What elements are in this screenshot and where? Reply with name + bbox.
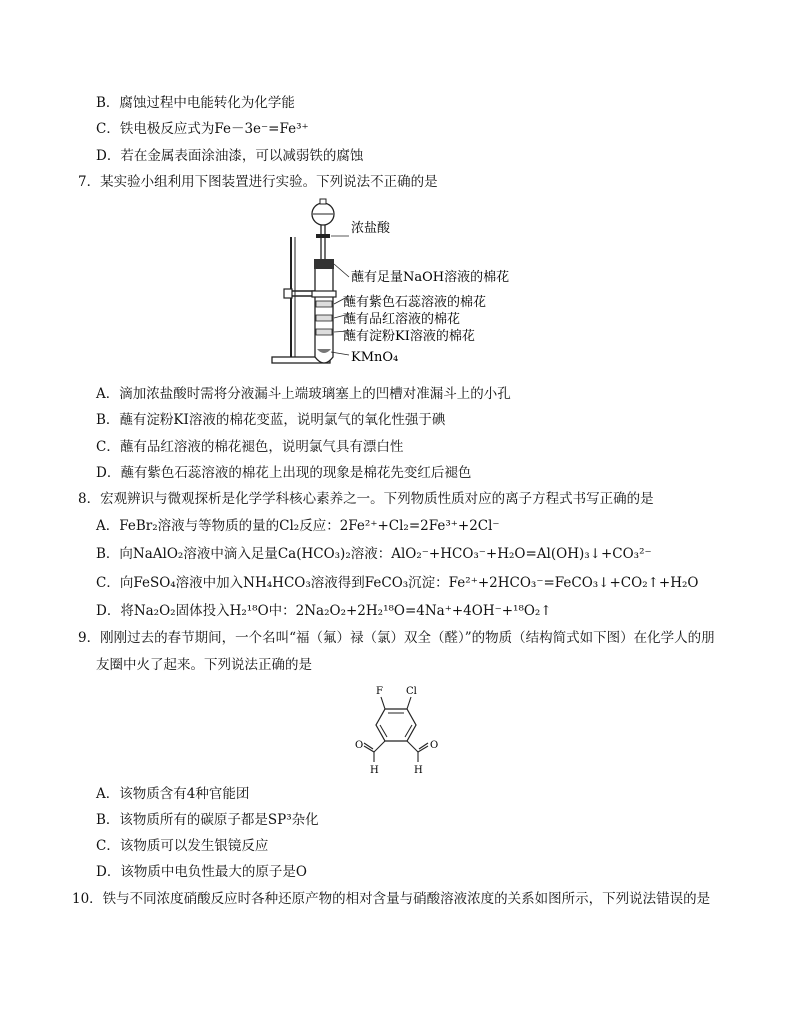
q8-option-b: B．向NaAlO₂溶液中滴入足量Ca(HCO₃)₂溶液：AlO₂⁻+HCO₃⁻+H₂O=Al(OH)₃↓+CO₃²⁻: [96, 546, 652, 562]
label-naoh-cotton: 蘸有足量NaOH溶液的棉花: [351, 270, 510, 285]
q9-option-c: C．该物质可以发生银镜反应: [96, 838, 269, 854]
q9-option-b: B．该物质所有的碳原子都是SP³杂化: [96, 812, 319, 828]
q6-option-d: D．若在金属表面涂油漆，可以减弱铁的腐蚀: [96, 148, 364, 164]
q7-apparatus-figure: [265, 197, 535, 372]
atom-cl: Cl: [406, 686, 417, 697]
atom-o-left: O: [355, 740, 364, 751]
q9-stem-line2: 友圈中火了起来。下列说法正确的是: [96, 657, 312, 673]
q6-option-c: C．铁电极反应式为Fe－3e⁻=Fe³⁺: [96, 121, 309, 137]
q9-stem-line1: 9．刚刚过去的春节期间，一个名叫“福（氟）禄（氯）双全（醛）”的物质（结构简式如下图）在化学人的朋: [78, 630, 715, 646]
atom-h-right: H: [414, 765, 423, 774]
q7-option-b: B．蘸有淀粉KI溶液的棉花变蓝，说明氯气的氧化性强于碘: [96, 412, 446, 428]
label-kmno4: KMnO₄: [351, 350, 399, 365]
q9-structure-figure: [350, 682, 450, 774]
label-ki-cotton: 蘸有淀粉KI溶液的棉花: [343, 329, 475, 344]
q8-option-d: D．将Na₂O₂固体投入H₂¹⁸O中：2Na₂O₂+2H₂¹⁸O=4Na⁺+4OH⁻+¹⁸O₂↑: [96, 603, 552, 619]
q7-option-c: C．蘸有品红溶液的棉花褪色，说明氯气具有漂白性: [96, 439, 404, 455]
label-litmus-cotton: 蘸有紫色石蕊溶液的棉花: [343, 295, 487, 310]
q9-option-a: A．该物质含有4种官能团: [96, 786, 250, 802]
q10-stem: 10．铁与不同浓度硝酸反应时各种还原产物的相对含量与硝酸溶液浓度的关系如图所示，下列说法错误的是: [72, 891, 711, 907]
q8-option-c: C．向FeSO₄溶液中加入NH₄HCO₃溶液得到FeCO₃沉淀：Fe²⁺+2HCO₃⁻=FeCO₃↓+CO₂↑+H₂O: [96, 575, 699, 591]
q9-option-d: D．该物质中电负性最大的原子是O: [96, 864, 307, 880]
q8-stem: 8．宏观辨识与微观探析是化学学科核心素养之一。下列物质性质对应的离子方程式书写正确的是: [78, 491, 654, 507]
atom-f: F: [376, 686, 383, 697]
q8-option-a: A．FeBr₂溶液与等物质的量的Cl₂反应：2Fe²⁺+Cl₂=2Fe³⁺+2Cl⁻: [96, 518, 500, 534]
q7-option-d: D．蘸有紫色石蕊溶液的棉花上出现的现象是棉花先变红后褪色: [96, 465, 472, 481]
q6-option-b: B．腐蚀过程中电能转化为化学能: [96, 95, 295, 111]
atom-h-left: H: [370, 765, 379, 774]
atom-o-right: O: [430, 740, 439, 751]
q7-stem: 7．某实验小组利用下图装置进行实验。下列说法不正确的是: [78, 174, 438, 190]
label-fuchsin-cotton: 蘸有品红溶液的棉花: [343, 312, 461, 327]
q7-option-a: A．滴加浓盐酸时需将分液漏斗上端玻璃塞上的凹槽对准漏斗上的小孔: [96, 386, 511, 402]
label-conc-hcl: 浓盐酸: [351, 221, 391, 236]
